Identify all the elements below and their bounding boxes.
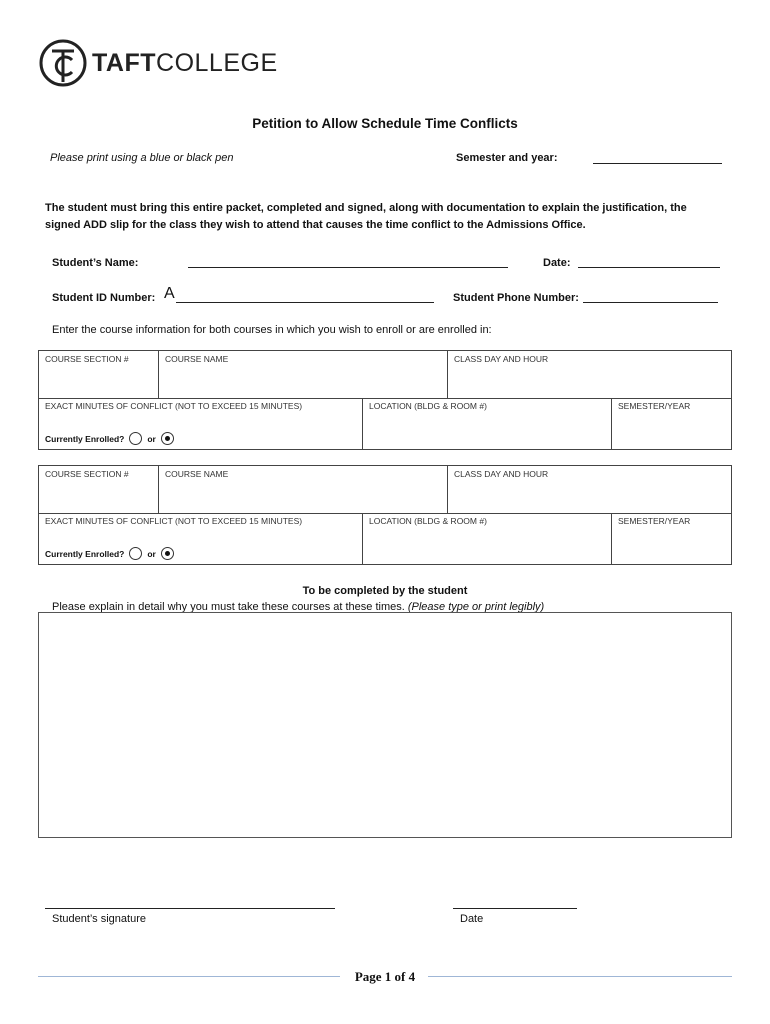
divider (39, 398, 731, 399)
explain-note: (Please type or print legibly) (407, 601, 545, 613)
location-header: LOCATION (BLDG & ROOM #) (369, 516, 487, 526)
location-header: LOCATION (BLDG & ROOM #) (369, 401, 487, 411)
semester-field[interactable] (593, 163, 722, 164)
currently-enrolled-row (45, 432, 174, 445)
or-label: or (147, 548, 156, 559)
course-prompt: Enter the course information for both courses in which you wish to enroll or are enrolled in: (52, 324, 492, 336)
student-id-field[interactable] (176, 302, 434, 303)
signature-label: Student’s signature (52, 913, 146, 925)
enrolled-radio-option-1[interactable] (129, 432, 142, 445)
enrolled-radio-option-1[interactable] (129, 547, 142, 560)
divider (158, 351, 159, 398)
student-id-prefix: A (164, 285, 175, 302)
date-label: Date: (543, 257, 571, 269)
divider (611, 513, 612, 565)
divider (611, 398, 612, 450)
pen-note: Please print using a blue or black pen (50, 152, 234, 164)
or-label: or (147, 433, 156, 444)
divider (362, 398, 363, 450)
date-field[interactable] (578, 267, 720, 268)
currently-enrolled-label: Currently Enrolled? (45, 548, 125, 559)
phone-field[interactable] (583, 302, 718, 303)
divider (362, 513, 363, 565)
instructions-text: The student must bring this entire packet, completed and signed, along with documentation to explain the justification, the signed ADD slip for the class they wish to attend that causes the time conflict to the Admissions Office. (45, 202, 687, 231)
signature-date-label: Date (460, 913, 484, 925)
divider (447, 351, 448, 398)
explanation-textarea[interactable] (38, 612, 732, 838)
divider (447, 466, 448, 513)
enrolled-radio-option-2[interactable] (161, 432, 174, 445)
footer-rule-right (428, 976, 732, 977)
class-day-hour-header: CLASS DAY AND HOUR (454, 354, 549, 364)
semester-year-header: SEMESTER/YEAR (618, 401, 691, 411)
course-name-header: COURSE NAME (165, 469, 229, 479)
phone-label: Student Phone Number: (453, 292, 579, 304)
divider (158, 466, 159, 513)
currently-enrolled-label: Currently Enrolled? (45, 433, 125, 444)
page-title: Petition to Allow Schedule Time Conflicts (252, 116, 518, 131)
course-name-header: COURSE NAME (165, 354, 229, 364)
student-name-field[interactable] (188, 267, 508, 268)
student-section-heading: To be completed by the student (302, 585, 468, 597)
student-id-label: Student ID Number: (52, 292, 156, 304)
signature-date-field[interactable] (453, 908, 577, 909)
explain-prompt: Please explain in detail why you must take these courses at these times. (52, 601, 405, 613)
course-section-header: COURSE SECTION # (45, 354, 129, 364)
tc-monogram-icon (38, 38, 88, 88)
class-day-hour-header: CLASS DAY AND HOUR (454, 469, 549, 479)
semester-label: Semester and year: (456, 152, 558, 164)
course-table-2 (38, 465, 732, 565)
course-section-header: COURSE SECTION # (45, 469, 129, 479)
conflict-minutes-header: EXACT MINUTES OF CONFLICT (NOT TO EXCEED 15 MINUTES) (45, 516, 303, 526)
page-number: Page 1 of 4 (354, 969, 416, 984)
logo-wordmark: TAFTCOLLEGE (92, 48, 278, 77)
taft-college-logo (38, 38, 278, 88)
currently-enrolled-row (45, 547, 174, 560)
student-name-label: Student’s Name: (52, 257, 139, 269)
signature-field[interactable] (45, 908, 335, 909)
divider (39, 513, 731, 514)
conflict-minutes-header: EXACT MINUTES OF CONFLICT (NOT TO EXCEED 15 MINUTES) (45, 401, 303, 411)
course-table-1 (38, 350, 732, 450)
semester-year-header: SEMESTER/YEAR (618, 516, 691, 526)
enrolled-radio-option-2[interactable] (161, 547, 174, 560)
